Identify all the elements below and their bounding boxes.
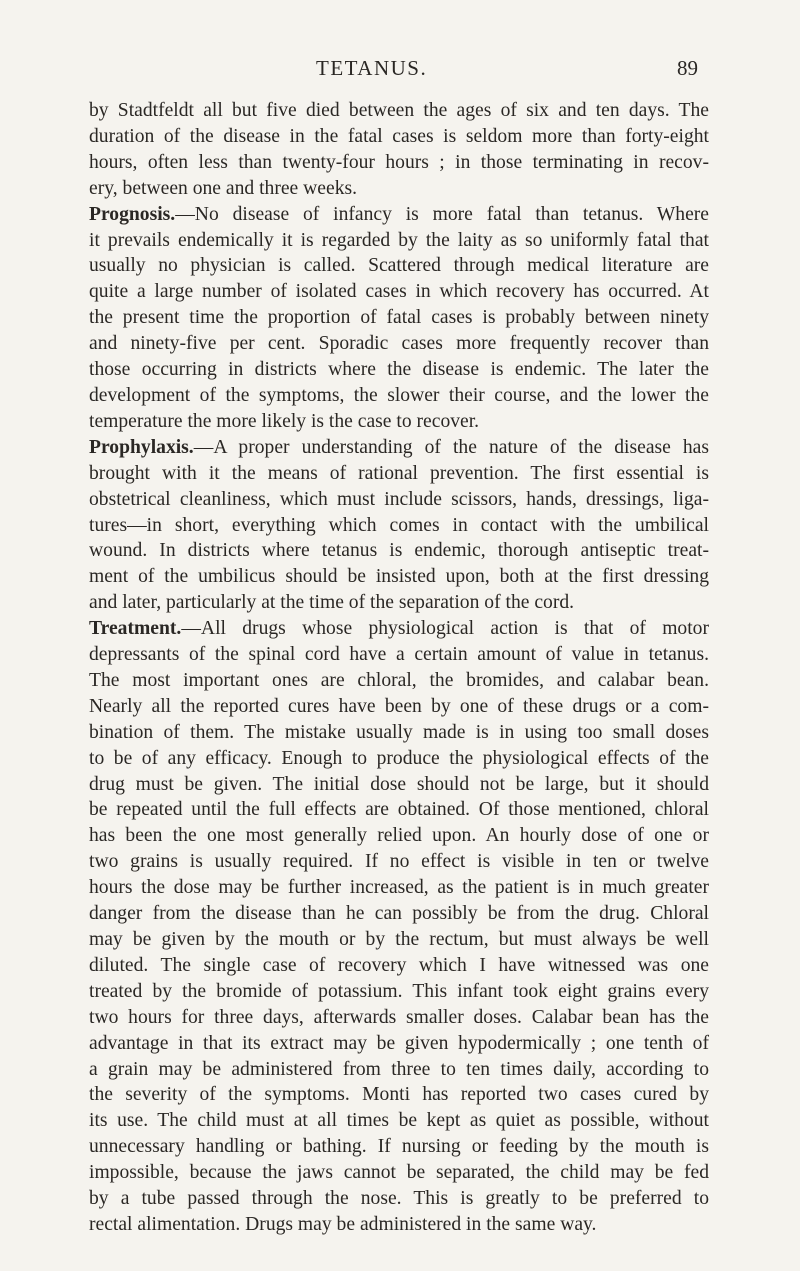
text-line <box>89 797 709 823</box>
text-line <box>89 1160 709 1186</box>
text-line <box>89 461 709 487</box>
text-line <box>89 176 709 202</box>
line-text: Nearly all the reported cures have been by one of these drugs or a com- <box>89 695 709 717</box>
line-text: to be of any efficacy. Enough to produce the physiological effects of the <box>89 747 709 769</box>
line-text: by Stadtfeldt all but five died between the ages of six and ten days. The <box>89 100 709 121</box>
line-text: unnecessary handling or bathing. If nursing or feeding by the mouth is <box>89 1136 709 1158</box>
running-title: TETANUS. <box>316 56 428 80</box>
text-line <box>89 538 709 564</box>
line-text: danger from the disease than he can possibly be from the drug. Chloral <box>89 903 709 925</box>
page-number: 89 <box>677 56 698 80</box>
line-text: rectal alimentation. Drugs may be administered in the same way. <box>89 1213 597 1235</box>
text-line <box>89 1212 709 1238</box>
line-text: two hours for three days, afterwards smaller doses. Calabar bean has the <box>89 1006 709 1028</box>
section-heading: Prophylaxis. <box>89 436 194 458</box>
line-text: depressants of the spinal cord have a certain amount of value in tetanus. <box>89 644 709 666</box>
text-line <box>89 409 709 435</box>
text-line <box>89 772 709 798</box>
line-text: it prevails endemically it is regarded by the laity as so uniformly fatal that <box>89 229 709 251</box>
line-text: those occurring in districts where the disease is endemic. The later the <box>89 359 709 381</box>
line-text: ment of the umbilicus should be insisted upon, both at the first dressing <box>89 566 709 588</box>
section-heading: Treatment. <box>89 618 182 640</box>
line-text: The most important ones are chloral, the bromides, and calabar bean. <box>89 669 709 691</box>
text-line <box>89 1186 709 1212</box>
line-text: wound. In districts where tetanus is endemic, thorough antiseptic treat- <box>89 540 709 562</box>
text-line <box>89 849 709 875</box>
line-text: usually no physician is called. Scattered through medical literature are <box>89 255 709 277</box>
line-text: hours, often less than twenty-four hours ; in those terminating in recov- <box>89 151 709 173</box>
text-line <box>89 1031 709 1057</box>
line-text: tures—in short, everything which comes in contact with the umbilical <box>89 514 709 536</box>
text-line <box>89 668 709 694</box>
line-text: quite a large number of isolated cases in which recovery has occurred. At <box>89 281 709 303</box>
line-text: obstetrical cleanliness, which must include scissors, hands, dressings, liga- <box>89 488 709 510</box>
text-line <box>89 1108 709 1134</box>
text-line <box>89 746 709 772</box>
line-text: the present time the proportion of fatal cases is probably between ninety <box>89 307 709 329</box>
text-line <box>89 150 709 176</box>
text-line <box>89 590 709 616</box>
line-text: its use. The child must at all times be kept as quiet as possible, without <box>89 1110 709 1132</box>
line-text: hours the dose may be further increased, as the patient is in much greater <box>89 877 709 899</box>
text-line <box>89 1134 709 1160</box>
line-text: —No disease of infancy is more fatal than tetanus. Where <box>175 203 709 225</box>
text-line <box>89 642 709 668</box>
text-line <box>89 694 709 720</box>
line-text: be repeated until the full effects are obtained. Of those mentioned, chloral <box>89 799 709 821</box>
line-text: temperature the more likely is the case to recover. <box>89 410 480 432</box>
text-line <box>89 124 709 150</box>
line-text: two grains is usually required. If no effect is visible in ten or twelve <box>89 851 709 873</box>
line-text: may be given by the mouth or by the rectum, but must always be well <box>89 929 709 950</box>
text-line <box>89 720 709 746</box>
line-text: bination of them. The mistake usually made is in using too small doses <box>89 721 709 743</box>
text-line <box>89 1057 709 1083</box>
running-head <box>0 56 800 86</box>
line-text: ery, between one and three weeks. <box>89 177 358 199</box>
text-line <box>89 383 709 409</box>
line-text: and ninety-five per cent. Sporadic cases more frequently recover than <box>89 333 709 355</box>
text-line <box>89 979 709 1005</box>
line-text: by a tube passed through the nose. This is greatly to be preferred to <box>89 1188 709 1210</box>
text-line <box>89 513 709 539</box>
line-text: has been the one most generally relied upon. An hourly dose of one or <box>89 825 709 847</box>
text-line <box>89 953 709 979</box>
line-text: drug must be given. The initial dose should not be large, but it should <box>89 773 709 795</box>
text-line <box>89 305 709 331</box>
text-line <box>89 331 709 357</box>
line-text: —A proper understanding of the nature of the disease has <box>193 436 709 458</box>
text-line <box>89 1005 709 1031</box>
line-text: brought with it the means of rational prevention. The first essential is <box>89 462 709 484</box>
text-line <box>89 435 709 461</box>
text-line <box>89 875 709 901</box>
text-line <box>89 98 709 124</box>
text-line <box>89 616 709 642</box>
line-text: and later, particularly at the time of the separation of the cord. <box>89 592 575 614</box>
text-line <box>89 253 709 279</box>
text-line <box>89 901 709 927</box>
line-text: duration of the disease in the fatal cases is seldom more than forty-eight <box>89 125 709 147</box>
line-text: impossible, because the jaws cannot be separated, the child may be fed <box>89 1162 709 1184</box>
line-text: diluted. The single case of recovery which I have witnessed was one <box>89 954 709 976</box>
line-text: development of the symptoms, the slower their course, and the lower the <box>89 384 709 406</box>
line-text: a grain may be administered from three to ten times daily, according to <box>89 1058 709 1080</box>
line-text: —All drugs whose physiological action is that of motor <box>181 618 709 640</box>
line-text: the severity of the symptoms. Monti has reported two cases cured by <box>89 1084 709 1106</box>
line-text: treated by the bromide of potassium. This infant took eight grains every <box>89 980 709 1002</box>
text-line <box>89 823 709 849</box>
text-line <box>89 487 709 513</box>
text-line <box>89 279 709 305</box>
text-line <box>89 927 709 953</box>
text-line <box>89 1082 709 1108</box>
body-text <box>89 98 709 1238</box>
text-line <box>89 564 709 590</box>
text-line <box>89 202 709 228</box>
line-text: advantage in that its extract may be given hypodermically ; one tenth of <box>89 1032 709 1054</box>
text-line <box>89 228 709 254</box>
text-line <box>89 357 709 383</box>
section-heading: Prognosis. <box>89 203 176 225</box>
